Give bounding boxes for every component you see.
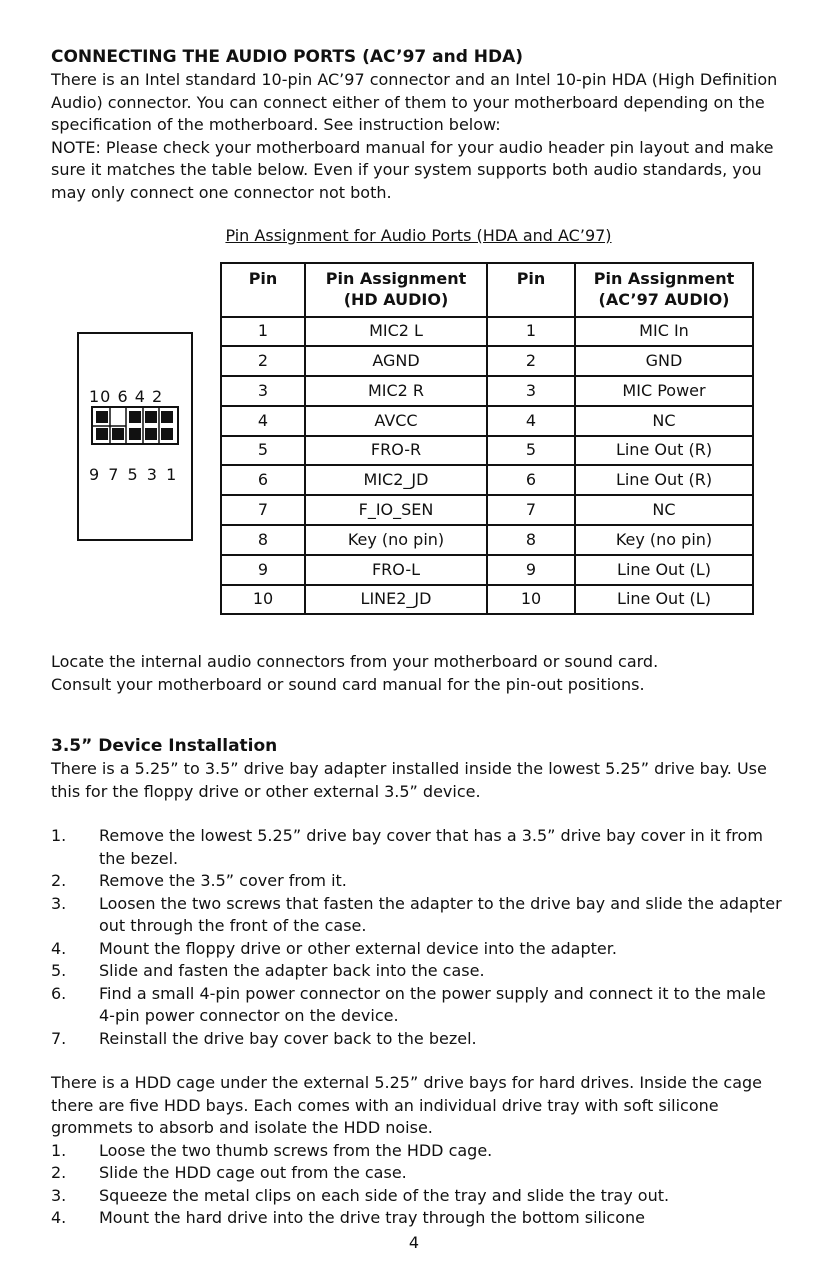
header-line: (AC’97 AUDIO) [598, 289, 730, 309]
table-cell: FRO-L [305, 555, 487, 585]
table-row [221, 376, 753, 406]
header-assignment-ac97 [575, 263, 753, 317]
page-number: 4 [408, 1233, 420, 1252]
list-item-text: Loosen the two screws that fasten the adapter to the drive bay and slide the adapter out through the front of the case. [99, 893, 782, 936]
list-item-text: Loose the two thumb screws from the HDD cage. [99, 1140, 493, 1160]
table-cell: NC [575, 406, 753, 436]
hdd-intro-text: There is a HDD cage under the external 5.25” drive bays for hard drives. Inside the cage there are five HDD bays. Each comes with an individual drive tray with soft silicone grommets to absorb and isolate the HDD noise. [51, 1073, 762, 1138]
table-row [221, 555, 753, 585]
list-item-text: Remove the lowest 5.25” drive bay cover that has a 3.5” drive bay cover in it from the bezel. [99, 826, 763, 868]
pin-table-body [221, 317, 753, 615]
table-cell: AVCC [305, 406, 487, 436]
header-assignment-hda [305, 263, 487, 317]
table-header-row [221, 263, 753, 317]
pin-assignment-block [51, 262, 786, 616]
header-pin-ac97 [487, 263, 575, 317]
device-installation-section [51, 734, 786, 1230]
table-cell: 9 [221, 555, 305, 585]
device-steps-list [51, 825, 786, 1050]
header-line: Pin Assignment [325, 268, 467, 288]
table-cell: Line Out (R) [575, 465, 753, 495]
table-row [221, 436, 753, 466]
header-line: (HD AUDIO) [343, 289, 449, 309]
table-cell: Key (no pin) [305, 525, 487, 555]
list-item-text: Slide the HDD cage out from the case. [99, 1163, 407, 1183]
table-cell: MIC2 R [305, 376, 487, 406]
table-cell: 6 [221, 465, 305, 495]
list-item-number: 4. [51, 938, 67, 958]
table-cell: 7 [221, 495, 305, 525]
table-cell: LINE2_JD [305, 585, 487, 615]
locate-text-1: Locate the internal audio connectors from your motherboard or sound card. [51, 652, 659, 672]
table-row [221, 406, 753, 436]
table-cell: 9 [487, 555, 575, 585]
table-cell: Line Out (L) [575, 555, 753, 585]
table-row [221, 525, 753, 555]
table-cell: 3 [487, 376, 575, 406]
table-cell: GND [575, 346, 753, 376]
table-caption: Pin Assignment for Audio Ports (HDA and AC’97) [225, 226, 612, 245]
table-cell: 8 [487, 525, 575, 555]
table-cell: 1 [221, 317, 305, 347]
table-cell: 8 [221, 525, 305, 555]
list-item-number: 7. [51, 1028, 67, 1048]
hdd-steps-list [51, 1140, 786, 1230]
list-item [51, 960, 786, 983]
table-cell: 1 [487, 317, 575, 347]
table-cell: 10 [487, 585, 575, 615]
list-item-number: 1. [51, 1140, 67, 1160]
audio-intro-text: There is an Intel standard 10-pin AC’97 connector and an Intel 10-pin HDA (High Definition Audio) connector. You can connect either of them to your motherboard depending on the specification of the motherboard. See instruction below: [51, 70, 778, 134]
locate-text-2: Consult your motherboard or sound card manual for the pin-out positions. [51, 674, 645, 694]
table-cell: Key (no pin) [575, 525, 753, 555]
list-item-number: 6. [51, 983, 67, 1003]
table-cell: 3 [221, 376, 305, 406]
table-cell: 4 [221, 406, 305, 436]
list-item-text: Remove the 3.5” cover from it. [99, 871, 347, 891]
table-cell: F_IO_SEN [305, 495, 487, 525]
table-cell: 2 [487, 346, 575, 376]
table-cell: AGND [305, 346, 487, 376]
connector-pins-graphic [91, 406, 181, 446]
list-item [51, 870, 786, 893]
list-item-text: Slide and fasten the adapter back into the case. [99, 961, 485, 981]
table-cell: NC [575, 495, 753, 525]
table-row [221, 495, 753, 525]
table-cell: 5 [487, 436, 575, 466]
table-row [221, 465, 753, 495]
list-item-text: Reinstall the drive bay cover back to the bezel. [99, 1028, 477, 1048]
table-cell: MIC2_JD [305, 465, 487, 495]
list-item [51, 893, 786, 938]
table-cell: 6 [487, 465, 575, 495]
connector-bottom-labels: 9 7 5 3 1 [89, 464, 179, 484]
header-line: Pin [516, 268, 546, 288]
table-cell: FRO-R [305, 436, 487, 466]
connector-top-labels: 10 6 4 2 [89, 386, 164, 406]
section-heading-device: 3.5” Device Installation [51, 736, 278, 757]
header-line: Pin [248, 268, 278, 288]
table-cell: 4 [487, 406, 575, 436]
table-cell: Line Out (R) [575, 436, 753, 466]
list-item-text: Squeeze the metal clips on each side of the tray and slide the tray out. [99, 1185, 670, 1205]
table-cell: MIC Power [575, 376, 753, 406]
list-item [51, 938, 786, 961]
table-cell: 2 [221, 346, 305, 376]
list-item-number: 3. [51, 893, 67, 913]
list-item-number: 2. [51, 1163, 67, 1183]
pin-assignment-table [220, 262, 754, 616]
list-item-number: 1. [51, 826, 67, 846]
list-item [51, 825, 786, 870]
table-cell: 7 [487, 495, 575, 525]
table-cell: MIC In [575, 317, 753, 347]
table-cell: 5 [221, 436, 305, 466]
audio-note-text: NOTE: Please check your motherboard manual for your audio header pin layout and make sure it matches the table below. Even if your system supports both audio standards, you may only connect one connector not both. [51, 137, 774, 202]
list-item-number: 4. [51, 1208, 67, 1228]
list-item-text: Mount the hard drive into the drive tray through the bottom silicone [99, 1208, 645, 1228]
list-item [51, 1162, 786, 1185]
section-heading-audio: CONNECTING THE AUDIO PORTS (AC’97 and HDA) [51, 47, 524, 67]
table-row [221, 317, 753, 347]
table-row [221, 346, 753, 376]
list-item-text: Mount the floppy drive or other external device into the adapter. [99, 938, 617, 958]
list-item-number: 3. [51, 1185, 67, 1205]
table-cell: MIC2 L [305, 317, 487, 347]
table-cell: 10 [221, 585, 305, 615]
list-item [51, 983, 786, 1028]
list-item-text: Find a small 4-pin power connector on the power supply and connect it to the male 4-pin power connector on the device. [99, 983, 766, 1026]
connector-diagram [77, 332, 193, 541]
header-line: Pin Assignment [593, 268, 735, 288]
list-item-number: 5. [51, 961, 67, 981]
device-intro-text: There is a 5.25” to 3.5” drive bay adapter installed inside the lowest 5.25” drive bay. Use this for the floppy drive or other external 3.5” device. [51, 759, 767, 801]
list-item [51, 1185, 786, 1208]
list-item [51, 1140, 786, 1163]
list-item [51, 1028, 786, 1051]
table-cell: Line Out (L) [575, 585, 753, 615]
list-item [51, 1207, 786, 1230]
header-pin-hda [221, 263, 305, 317]
table-row [221, 585, 753, 615]
list-item-number: 2. [51, 871, 67, 891]
page-content [51, 45, 786, 1230]
